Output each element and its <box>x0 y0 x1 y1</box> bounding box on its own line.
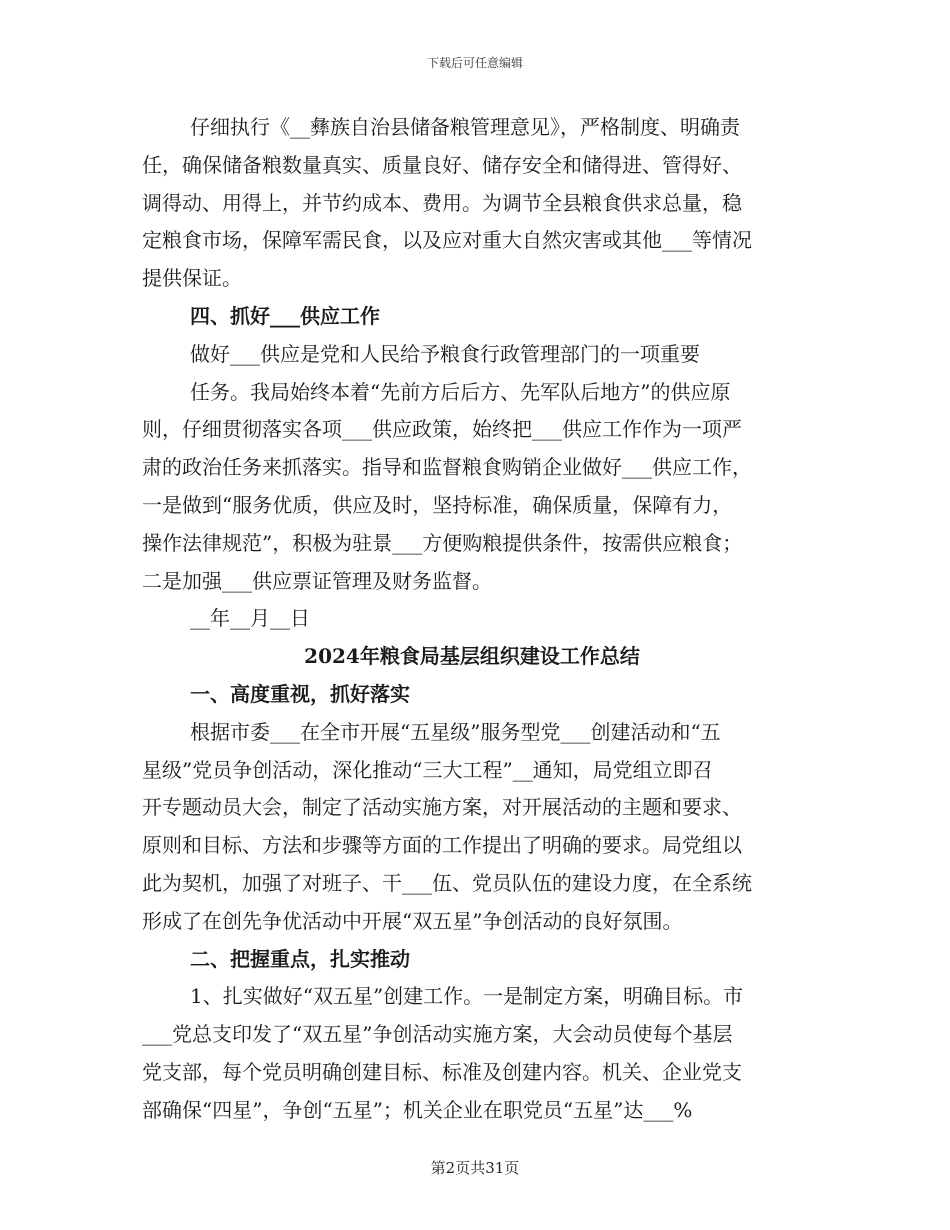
paragraph-line: 党支部，每个党员明确创建目标、标准及创建内容。机关、企业党支 <box>142 1059 742 1084</box>
paragraph-line: 部确保“四星”，争创“五星”；机关企业在职党员“五星”达___% <box>142 1097 693 1122</box>
paragraph-line: 一是做到“服务优质，供应及时，坚持标准，确保质量，保障有力， <box>142 492 733 517</box>
paragraph-line: 原则和目标、方法和步骤等方面的工作提出了明确的要求。局党组以 <box>142 833 742 858</box>
paragraph-line: 1、扎实做好“双五星”创建工作。一是制定方案，明确目标。市 <box>190 984 744 1009</box>
date-line: __年__月__日 <box>190 606 310 631</box>
document-title: 2024年粮食局基层组织建设工作总结 <box>304 644 640 669</box>
paragraph-line: 仔细执行《__彝族自治县储备粮管理意见》，严格制度、明确责 <box>190 115 740 139</box>
paragraph-line: 形成了在创先争优活动中开展“双五星”争创活动的良好氛围。 <box>142 908 683 933</box>
paragraph-line: 根据市委___在全市开展“五星级”服务型党___创建活动和“五 <box>190 719 721 744</box>
paragraph-line: 任，确保储备粮数量真实、质量良好、储存安全和储得进、管得好、 <box>142 152 742 177</box>
paragraph-line: 操作法律规范”，积极为驻景___方便购粮提供条件，按需供应粮食； <box>142 530 743 555</box>
paragraph-line: ___党总支印发了“双五星”争创活动实施方案，大会动员使每个基层 <box>142 1022 733 1047</box>
paragraph-line: 二是加强___供应票证管理及财务监督。 <box>142 568 492 593</box>
paragraph-line: 调得动、用得上，并节约成本、费用。为调节全县粮食供求总量，稳 <box>142 190 742 215</box>
document-body <box>142 109 802 1130</box>
paragraph-line: 肃的政治任务来抓落实。指导和监督粮食购销企业做好___供应工作， <box>142 455 752 480</box>
paragraph-line: 则，仔细贯彻落实各项___供应政策，始终把___供应工作作为一项严 <box>142 417 742 442</box>
paragraph-line: 星级”党员争创活动，深化推动“三大工程”__通知，局党组立即召 <box>142 757 713 782</box>
section-heading: 四、抓好___供应工作 <box>190 303 380 328</box>
paragraph-line: 提供保证。 <box>142 266 242 291</box>
section-heading: 一、高度重视，抓好落实 <box>190 681 410 706</box>
page-number: 第2页共31页 <box>430 1159 520 1177</box>
paragraph-line: 定粮食市场，保障军需民食，以及应对重大自然灾害或其他___等情况 <box>142 228 752 253</box>
paragraph-line: 开专题动员大会，制定了活动实施方案，对开展活动的主题和要求、 <box>142 795 742 820</box>
paragraph-line: 此为契机，加强了对班子、干___伍、党员队伍的建设力度，在全系统 <box>142 870 752 895</box>
paragraph-line: 做好___供应是党和人民给予粮食行政管理部门的一项重要 <box>190 341 700 366</box>
section-heading: 二、把握重点，扎实推动 <box>190 946 410 971</box>
paragraph-line: 任务。我局始终本着“先前方后后方、先军队后地方”的供应原 <box>190 379 731 404</box>
page-header-note: 下载后可任意编辑 <box>426 56 523 70</box>
